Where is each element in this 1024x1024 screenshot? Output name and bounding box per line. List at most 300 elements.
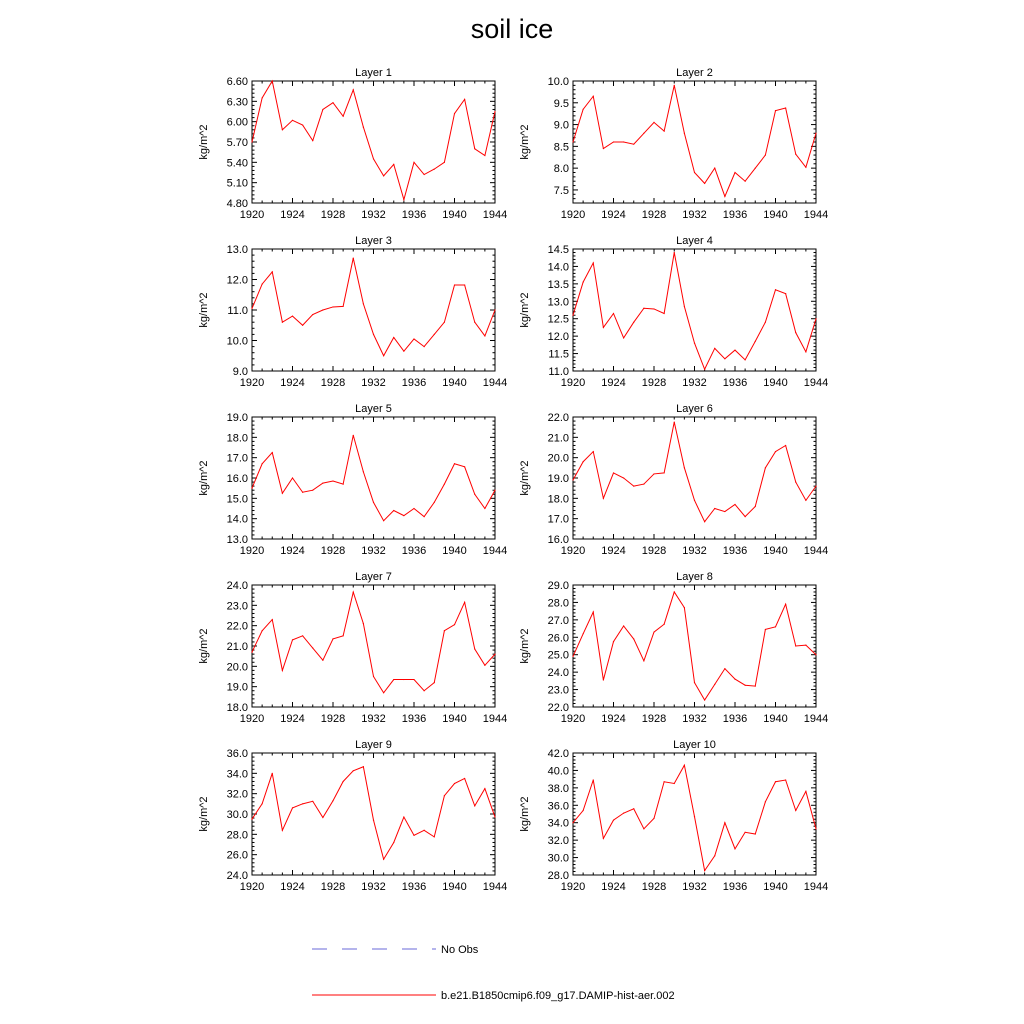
y-tick-label: 13.0 xyxy=(226,534,248,546)
data-point xyxy=(424,690,425,691)
chart-panel-3 xyxy=(198,235,507,389)
data-point xyxy=(262,630,263,631)
y-tick-label: 18.0 xyxy=(226,432,248,445)
plot-frame xyxy=(573,81,816,203)
y-tick-label: 34.0 xyxy=(547,817,569,830)
data-point xyxy=(251,652,252,653)
x-tick-label: 1924 xyxy=(280,377,305,389)
chart-panel-1 xyxy=(198,67,507,221)
x-tick-label: 1928 xyxy=(641,545,667,557)
data-point xyxy=(383,355,384,356)
data-point xyxy=(745,359,746,360)
data-point xyxy=(633,322,634,323)
y-axis-label: kg/m^2 xyxy=(519,460,531,496)
data-point xyxy=(643,660,644,661)
x-tick-label: 1936 xyxy=(722,209,748,221)
x-tick-label: 1920 xyxy=(239,545,265,557)
y-tick-label: 15.0 xyxy=(226,493,248,506)
y-tick-label: 27.0 xyxy=(547,614,569,627)
data-point xyxy=(653,818,654,819)
data-point xyxy=(765,629,766,630)
data-point xyxy=(474,805,475,806)
x-tick-label: 1944 xyxy=(482,377,508,389)
data-point xyxy=(623,141,624,142)
data-point xyxy=(745,516,746,517)
data-point xyxy=(474,322,475,323)
data-point xyxy=(403,679,404,680)
data-point xyxy=(714,684,715,685)
plot-frame xyxy=(252,249,495,371)
data-point xyxy=(464,466,465,467)
data-point xyxy=(434,836,435,837)
data-point xyxy=(815,654,816,655)
x-tick-label: 1924 xyxy=(280,713,305,725)
x-tick-label: 1932 xyxy=(361,545,386,557)
data-point xyxy=(474,148,475,149)
x-tick-label: 1940 xyxy=(763,377,788,389)
x-tick-label: 1940 xyxy=(763,713,788,725)
x-tick-label: 1924 xyxy=(280,545,305,557)
data-point xyxy=(704,521,705,522)
x-tick-label: 1944 xyxy=(803,881,829,893)
x-tick-label: 1944 xyxy=(803,209,829,221)
data-point xyxy=(282,322,283,323)
data-point xyxy=(383,692,384,693)
data-point xyxy=(572,479,573,480)
data-point xyxy=(745,685,746,686)
y-tick-label: 23.0 xyxy=(226,600,248,613)
data-point xyxy=(251,488,252,489)
y-tick-label: 6.00 xyxy=(226,116,248,129)
data-point xyxy=(484,155,485,156)
series-line xyxy=(252,258,495,356)
y-tick-label: 10.0 xyxy=(226,335,248,348)
x-tick-label: 1932 xyxy=(361,713,386,725)
x-tick-label: 1932 xyxy=(361,881,386,893)
data-point xyxy=(623,477,624,478)
chart-panel-4 xyxy=(519,235,828,389)
data-point xyxy=(454,463,455,464)
x-tick-label: 1920 xyxy=(560,713,586,725)
data-point xyxy=(494,490,495,491)
data-point xyxy=(694,172,695,173)
data-point xyxy=(282,129,283,130)
data-point xyxy=(474,494,475,495)
data-point xyxy=(383,175,384,176)
x-tick-label: 1940 xyxy=(442,881,467,893)
data-point xyxy=(434,334,435,335)
data-point xyxy=(664,472,665,473)
x-tick-label: 1932 xyxy=(682,713,707,725)
y-tick-label: 40.0 xyxy=(547,765,569,778)
x-tick-label: 1920 xyxy=(239,209,265,221)
x-tick-label: 1936 xyxy=(722,881,748,893)
y-tick-label: 9.0 xyxy=(232,366,248,378)
y-tick-label: 25.0 xyxy=(547,649,569,662)
data-point xyxy=(805,791,806,792)
data-point xyxy=(302,325,303,326)
x-tick-label: 1940 xyxy=(763,209,788,221)
data-point xyxy=(704,699,705,700)
x-tick-label: 1920 xyxy=(560,545,586,557)
y-tick-label: 6.30 xyxy=(226,96,248,109)
y-tick-label: 11.0 xyxy=(548,366,569,378)
page-title: soil ice xyxy=(470,14,554,44)
data-point xyxy=(583,461,584,462)
y-tick-label: 30.0 xyxy=(226,809,248,821)
x-tick-label: 1936 xyxy=(401,713,427,725)
data-point xyxy=(593,451,594,452)
series-line xyxy=(573,85,816,196)
y-tick-label: 16.0 xyxy=(226,473,248,485)
x-tick-label: 1920 xyxy=(239,377,265,389)
y-tick-label: 11.0 xyxy=(227,305,248,317)
y-tick-label: 5.10 xyxy=(226,177,248,190)
data-point xyxy=(603,838,604,839)
data-point xyxy=(373,676,374,677)
x-tick-label: 1928 xyxy=(641,377,667,389)
data-point xyxy=(282,830,283,831)
data-point xyxy=(815,828,816,829)
data-point xyxy=(272,271,273,272)
y-tick-label: 19.0 xyxy=(226,681,248,694)
data-point xyxy=(353,770,354,771)
data-point xyxy=(312,140,313,141)
data-point xyxy=(613,313,614,314)
panel-title: Layer 10 xyxy=(673,739,716,751)
x-tick-label: 1936 xyxy=(401,377,427,389)
data-point xyxy=(312,490,313,491)
x-tick-label: 1928 xyxy=(641,713,667,725)
y-tick-label: 28.0 xyxy=(547,870,569,882)
data-point xyxy=(302,124,303,125)
y-tick-label: 12.0 xyxy=(547,331,569,344)
x-tick-label: 1936 xyxy=(401,545,427,557)
y-axis-label: kg/m^2 xyxy=(519,292,531,328)
y-tick-label: 36.0 xyxy=(547,800,569,813)
data-point xyxy=(775,781,776,782)
y-tick-label: 28.0 xyxy=(226,829,248,842)
data-point xyxy=(343,781,344,782)
x-tick-label: 1928 xyxy=(641,209,667,221)
data-point xyxy=(373,820,374,821)
data-point xyxy=(292,807,293,808)
data-point xyxy=(643,484,644,485)
y-tick-label: 4.80 xyxy=(226,198,248,210)
y-tick-label: 18.0 xyxy=(226,702,248,714)
data-point xyxy=(593,611,594,612)
data-point xyxy=(332,306,333,307)
data-point xyxy=(775,451,776,452)
data-point xyxy=(795,481,796,482)
data-point xyxy=(413,162,414,163)
data-point xyxy=(623,337,624,338)
data-point xyxy=(262,283,263,284)
x-tick-label: 1940 xyxy=(442,209,467,221)
x-tick-label: 1944 xyxy=(803,545,829,557)
data-point xyxy=(332,102,333,103)
data-point xyxy=(251,141,252,142)
data-point xyxy=(251,818,252,819)
chart-panel-7 xyxy=(198,571,507,725)
x-tick-label: 1932 xyxy=(682,209,707,221)
x-tick-label: 1932 xyxy=(361,377,386,389)
y-tick-label: 8.5 xyxy=(553,141,569,154)
data-point xyxy=(623,813,624,814)
x-tick-label: 1932 xyxy=(682,881,707,893)
data-point xyxy=(775,110,776,111)
y-tick-label: 26.0 xyxy=(226,849,248,862)
plot-frame xyxy=(252,753,495,875)
data-point xyxy=(292,477,293,478)
data-point xyxy=(734,349,735,350)
data-point xyxy=(623,625,624,626)
y-tick-label: 9.0 xyxy=(553,119,569,132)
series-line xyxy=(252,592,495,693)
data-point xyxy=(464,284,465,285)
data-point xyxy=(613,141,614,142)
x-tick-label: 1920 xyxy=(560,881,586,893)
data-point xyxy=(464,99,465,100)
data-point xyxy=(765,467,766,468)
series-line xyxy=(573,422,816,522)
data-point xyxy=(484,335,485,336)
data-point xyxy=(613,820,614,821)
y-axis-label: kg/m^2 xyxy=(198,460,210,496)
data-point xyxy=(363,766,364,767)
data-point xyxy=(603,148,604,149)
data-point xyxy=(444,322,445,323)
data-point xyxy=(292,316,293,317)
y-tick-label: 20.0 xyxy=(547,452,569,465)
data-point xyxy=(302,635,303,636)
data-point xyxy=(593,262,594,263)
data-point xyxy=(373,502,374,503)
data-point xyxy=(684,467,685,468)
plot-frame xyxy=(573,249,816,371)
data-point xyxy=(795,645,796,646)
data-point xyxy=(694,816,695,817)
data-point xyxy=(262,97,263,98)
legend xyxy=(312,944,675,1002)
data-point xyxy=(322,817,323,818)
x-tick-label: 1932 xyxy=(361,209,386,221)
data-point xyxy=(653,308,654,309)
data-point xyxy=(343,635,344,636)
data-point xyxy=(572,822,573,823)
data-point xyxy=(795,332,796,333)
data-point xyxy=(664,313,665,314)
y-tick-label: 7.5 xyxy=(553,184,569,197)
y-axis-label: kg/m^2 xyxy=(519,628,531,664)
data-point xyxy=(755,685,756,686)
panel-title: Layer 5 xyxy=(355,403,392,415)
y-tick-label: 24.0 xyxy=(226,870,248,882)
data-point xyxy=(805,167,806,168)
data-point xyxy=(464,778,465,779)
panel-title: Layer 2 xyxy=(676,67,713,79)
data-point xyxy=(322,482,323,483)
y-tick-label: 6.60 xyxy=(226,76,248,88)
data-point xyxy=(484,665,485,666)
data-point xyxy=(444,162,445,163)
data-point xyxy=(424,346,425,347)
data-point xyxy=(734,172,735,173)
y-tick-label: 34.0 xyxy=(226,768,248,781)
data-point xyxy=(734,504,735,505)
y-tick-label: 13.0 xyxy=(226,244,248,256)
data-point xyxy=(393,679,394,680)
plot-frame xyxy=(252,417,495,539)
series-line xyxy=(573,592,816,700)
data-point xyxy=(383,859,384,860)
data-point xyxy=(322,109,323,110)
x-tick-label: 1932 xyxy=(682,545,707,557)
data-point xyxy=(714,168,715,169)
data-point xyxy=(393,510,394,511)
panel-title: Layer 7 xyxy=(355,571,392,583)
data-point xyxy=(653,473,654,474)
data-point xyxy=(815,133,816,134)
data-point xyxy=(363,623,364,624)
series-line xyxy=(252,767,495,860)
y-tick-label: 14.0 xyxy=(226,513,248,526)
y-tick-label: 42.0 xyxy=(547,748,569,760)
data-point xyxy=(363,303,364,304)
plot-frame xyxy=(252,585,495,707)
y-axis-label: kg/m^2 xyxy=(198,628,210,664)
data-point xyxy=(572,141,573,142)
data-point xyxy=(494,654,495,655)
data-point xyxy=(403,816,404,817)
y-tick-label: 18.0 xyxy=(547,493,569,506)
data-point xyxy=(633,808,634,809)
data-point xyxy=(454,624,455,625)
x-tick-label: 1924 xyxy=(601,545,626,557)
x-tick-label: 1944 xyxy=(482,713,508,725)
data-point xyxy=(815,486,816,487)
data-point xyxy=(322,309,323,310)
data-point xyxy=(755,833,756,834)
data-point xyxy=(603,498,604,499)
data-point xyxy=(704,369,705,370)
x-tick-label: 1928 xyxy=(641,881,667,893)
y-axis-label: kg/m^2 xyxy=(519,796,531,832)
data-point xyxy=(785,445,786,446)
y-tick-label: 20.0 xyxy=(226,661,248,674)
data-point xyxy=(464,602,465,603)
data-point xyxy=(403,199,404,200)
data-point xyxy=(353,435,354,436)
data-point xyxy=(272,80,273,81)
chart-panel-9 xyxy=(198,739,507,893)
data-point xyxy=(633,638,634,639)
data-point xyxy=(322,660,323,661)
data-point xyxy=(292,120,293,121)
data-point xyxy=(674,591,675,592)
panel-title: Layer 9 xyxy=(355,739,392,751)
plot-frame xyxy=(573,417,816,539)
panel-title: Layer 1 xyxy=(355,67,392,79)
x-tick-label: 1924 xyxy=(601,881,626,893)
data-point xyxy=(572,656,573,657)
data-point xyxy=(424,174,425,175)
data-point xyxy=(332,480,333,481)
x-tick-label: 1920 xyxy=(560,209,586,221)
chart-panel-8 xyxy=(519,571,828,725)
data-point xyxy=(434,502,435,503)
data-point xyxy=(775,289,776,290)
y-axis-label: kg/m^2 xyxy=(198,124,210,160)
y-tick-label: 38.0 xyxy=(547,782,569,795)
data-point xyxy=(413,338,414,339)
data-point xyxy=(795,810,796,811)
data-point xyxy=(484,788,485,789)
data-point xyxy=(734,848,735,849)
data-point xyxy=(785,107,786,108)
data-point xyxy=(745,832,746,833)
data-point xyxy=(383,520,384,521)
y-tick-label: 14.5 xyxy=(547,244,569,256)
data-point xyxy=(272,619,273,620)
data-point xyxy=(444,795,445,796)
x-tick-label: 1924 xyxy=(601,209,626,221)
x-tick-label: 1940 xyxy=(442,377,467,389)
data-point xyxy=(745,181,746,182)
data-point xyxy=(332,638,333,639)
data-point xyxy=(434,169,435,170)
data-point xyxy=(312,647,313,648)
y-tick-label: 26.0 xyxy=(547,632,569,645)
x-tick-label: 1928 xyxy=(320,881,346,893)
data-point xyxy=(272,452,273,453)
data-point xyxy=(494,111,495,112)
data-point xyxy=(373,158,374,159)
x-tick-label: 1944 xyxy=(482,881,508,893)
x-tick-label: 1940 xyxy=(442,545,467,557)
data-point xyxy=(805,645,806,646)
data-point xyxy=(393,337,394,338)
data-point xyxy=(434,682,435,683)
data-point xyxy=(724,358,725,359)
panel-title: Layer 3 xyxy=(355,235,392,247)
data-point xyxy=(755,506,756,507)
y-axis-label: kg/m^2 xyxy=(519,124,531,160)
x-tick-label: 1920 xyxy=(239,713,265,725)
data-point xyxy=(724,822,725,823)
data-point xyxy=(454,284,455,285)
data-point xyxy=(444,630,445,631)
y-tick-label: 17.0 xyxy=(226,452,248,465)
data-point xyxy=(674,783,675,784)
x-tick-label: 1936 xyxy=(722,377,748,389)
data-point xyxy=(572,315,573,316)
data-point xyxy=(494,309,495,310)
x-tick-label: 1920 xyxy=(239,881,265,893)
data-point xyxy=(262,463,263,464)
data-point xyxy=(694,343,695,344)
series-line xyxy=(573,765,816,870)
data-point xyxy=(282,670,283,671)
data-point xyxy=(684,607,685,608)
data-point xyxy=(785,779,786,780)
y-tick-label: 32.0 xyxy=(547,835,569,848)
y-tick-label: 17.0 xyxy=(547,513,569,526)
panel-title: Layer 8 xyxy=(676,571,713,583)
data-point xyxy=(343,116,344,117)
x-tick-label: 1944 xyxy=(803,713,829,725)
data-point xyxy=(664,781,665,782)
